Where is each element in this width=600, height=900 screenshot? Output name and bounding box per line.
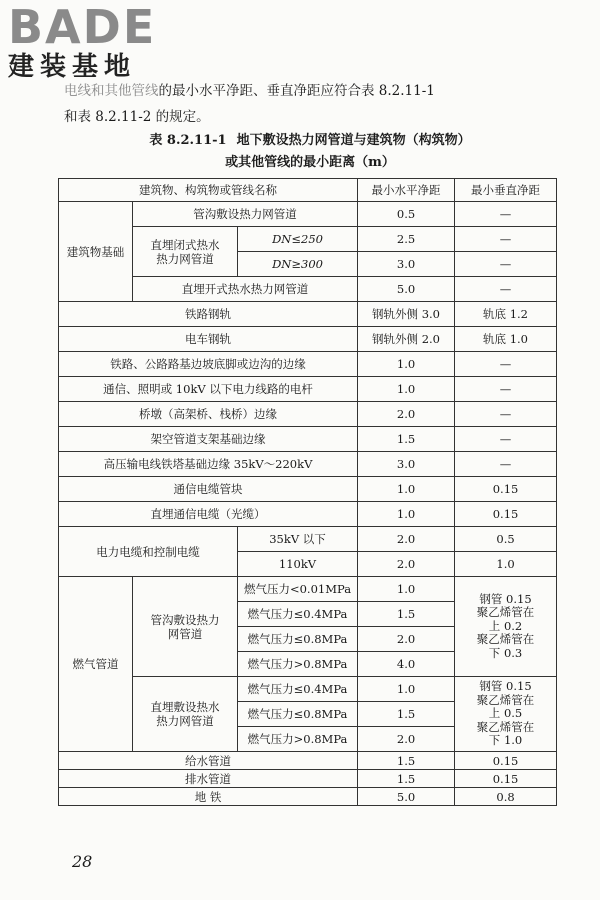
horizontal-value: 1.0	[358, 352, 455, 377]
row-name: 排水管道	[59, 770, 358, 788]
vertical-value: 0.15	[455, 477, 557, 502]
condition: 燃气压力>0.8MPa	[238, 652, 358, 677]
condition: DN≤250	[238, 227, 358, 252]
table-row	[59, 452, 557, 477]
vertical-value: —	[455, 402, 557, 427]
horizontal-value: 钢轨外侧 3.0	[358, 302, 455, 327]
vertical-line: 聚乙烯管在	[476, 605, 535, 620]
horizontal-value: 1.5	[358, 752, 455, 770]
header-name: 建筑物、构筑物或管线名称	[59, 179, 358, 202]
table-row	[59, 327, 557, 352]
watermark-logo	[8, 0, 157, 82]
horizontal-value: 1.0	[358, 677, 455, 702]
row-name: 管沟敷设热力网管道	[133, 202, 358, 227]
vertical-value: —	[455, 452, 557, 477]
horizontal-value: 2.0	[358, 527, 455, 552]
table-row	[59, 277, 557, 302]
table-row	[59, 502, 557, 527]
vertical-line: 钢管 0.15	[479, 679, 532, 694]
condition: 燃气压力≤0.4MPa	[238, 602, 358, 627]
vertical-value: 轨底 1.0	[455, 327, 557, 352]
horizontal-value: 3.0	[358, 452, 455, 477]
vertical-value: —	[455, 202, 557, 227]
horizontal-value: 3.0	[358, 252, 455, 277]
gas-trench-label	[133, 577, 238, 677]
horizontal-value: 2.0	[358, 627, 455, 652]
row-name: 铁路钢轨	[59, 302, 358, 327]
table-row	[59, 770, 557, 788]
horizontal-value: 1.0	[358, 377, 455, 402]
row-name: 架空管道支架基础边缘	[59, 427, 358, 452]
label-line: 网管道	[167, 626, 203, 641]
horizontal-value: 2.0	[358, 552, 455, 577]
logo-chinese: 建装基地	[8, 52, 137, 82]
condition: 燃气压力≤0.4MPa	[238, 677, 358, 702]
gas-trench-vertical	[455, 577, 557, 677]
vertical-value: 0.5	[455, 527, 557, 552]
condition: 燃气压力≤0.8MPa	[238, 702, 358, 727]
horizontal-value: 1.5	[358, 427, 455, 452]
table-number: 表 8.2.11-1	[149, 133, 227, 148]
label-line: 直埋闭式热水	[150, 237, 220, 252]
horizontal-value: 1.0	[358, 502, 455, 527]
row-name: 给水管道	[59, 752, 358, 770]
condition: 燃气压力>0.8MPa	[238, 727, 358, 752]
table-row	[59, 202, 557, 227]
vertical-line: 聚乙烯管在	[476, 692, 535, 707]
table-row	[59, 577, 557, 602]
condition: 110kV	[238, 552, 358, 577]
label-line: 直埋敷设热水	[150, 700, 220, 714]
table-title-1: 地下敷设热力网管道与建筑物（构筑物）	[236, 133, 471, 148]
vertical-value: —	[455, 427, 557, 452]
table-row	[59, 427, 557, 452]
condition: 35kV 以下	[238, 527, 358, 552]
horizontal-value: 1.5	[358, 702, 455, 727]
label-line: 热力网管道	[156, 251, 214, 266]
label-line: 管沟敷设热力	[150, 612, 220, 627]
vertical-value: 轨底 1.2	[455, 302, 557, 327]
vertical-line: 聚乙烯管在	[476, 719, 535, 734]
vertical-line: 下 1.0	[488, 733, 523, 748]
horizontal-value: 5.0	[358, 788, 455, 806]
table-row	[59, 402, 557, 427]
horizontal-value: 1.0	[358, 577, 455, 602]
table-row	[59, 752, 557, 770]
closed-pipe-label	[133, 227, 238, 277]
condition: 燃气压力<0.01MPa	[238, 577, 358, 602]
label-line: 热力网管道	[156, 714, 214, 728]
table-row	[59, 477, 557, 502]
table-row	[59, 677, 557, 702]
power-cable-label: 电力电缆和控制电缆	[59, 527, 238, 577]
vertical-line: 钢管 0.15	[479, 591, 532, 606]
distance-table	[58, 178, 557, 806]
vertical-value: —	[455, 277, 557, 302]
table-row	[59, 377, 557, 402]
gas-buried-vertical	[455, 677, 557, 752]
horizontal-value: 钢轨外侧 2.0	[358, 327, 455, 352]
row-name: 铁路、公路路基边坡底脚或边沟的边缘	[59, 352, 358, 377]
page-number: 28	[72, 852, 93, 871]
table-row	[59, 352, 557, 377]
horizontal-value: 0.5	[358, 202, 455, 227]
table-row	[59, 227, 557, 252]
horizontal-value: 2.0	[358, 727, 455, 752]
row-name: 直埋开式热水热力网管道	[133, 277, 358, 302]
vertical-value: —	[455, 352, 557, 377]
header-vertical: 最小垂直净距	[455, 179, 557, 202]
vertical-value: 0.15	[455, 770, 557, 788]
row-name: 直埋通信电缆（光缆）	[59, 502, 358, 527]
intro-line-2: 和表 8.2.11-2 的规定。	[64, 109, 210, 125]
vertical-line: 下 0.3	[488, 645, 523, 660]
horizontal-value: 2.0	[358, 402, 455, 427]
horizontal-value: 2.5	[358, 227, 455, 252]
vertical-value: —	[455, 252, 557, 277]
vertical-value: 1.0	[455, 552, 557, 577]
vertical-value: —	[455, 227, 557, 252]
intro-faded-text: 电线和其他管线	[64, 83, 159, 99]
table-row	[59, 302, 557, 327]
condition: DN≥300	[238, 252, 358, 277]
condition: 燃气压力≤0.8MPa	[238, 627, 358, 652]
vertical-line: 聚乙烯管在	[476, 632, 535, 647]
gas-pipe-label: 燃气管道	[59, 577, 133, 752]
row-name: 电车钢轨	[59, 327, 358, 352]
table-row	[59, 788, 557, 806]
vertical-value: 0.15	[455, 752, 557, 770]
horizontal-value: 1.5	[358, 770, 455, 788]
intro-paragraph	[64, 78, 554, 130]
building-foundation-label: 建筑物基础	[59, 202, 133, 302]
gas-buried-label	[133, 677, 238, 752]
table-title-2: 或其他管线的最小距离（m）	[225, 155, 395, 170]
intro-line-1: 的最小水平净距、垂直净距应符合表 8.2.11-1	[158, 83, 435, 99]
header-horizontal: 最小水平净距	[358, 179, 455, 202]
logo-word: BADE	[8, 0, 157, 54]
table-caption	[60, 130, 560, 174]
vertical-value: 0.8	[455, 788, 557, 806]
vertical-value: 0.15	[455, 502, 557, 527]
row-name: 地 铁	[59, 788, 358, 806]
row-name: 通信、照明或 10kV 以下电力线路的电杆	[59, 377, 358, 402]
row-name: 桥墩（高架桥、栈桥）边缘	[59, 402, 358, 427]
vertical-line: 上 0.5	[488, 706, 523, 721]
vertical-line: 上 0.2	[488, 618, 523, 633]
vertical-value: —	[455, 377, 557, 402]
row-name: 高压输电线铁塔基础边缘 35kV～220kV	[59, 452, 358, 477]
table-row	[59, 527, 557, 552]
horizontal-value: 5.0	[358, 277, 455, 302]
row-name: 通信电缆管块	[59, 477, 358, 502]
horizontal-value: 1.5	[358, 602, 455, 627]
horizontal-value: 4.0	[358, 652, 455, 677]
horizontal-value: 1.0	[358, 477, 455, 502]
